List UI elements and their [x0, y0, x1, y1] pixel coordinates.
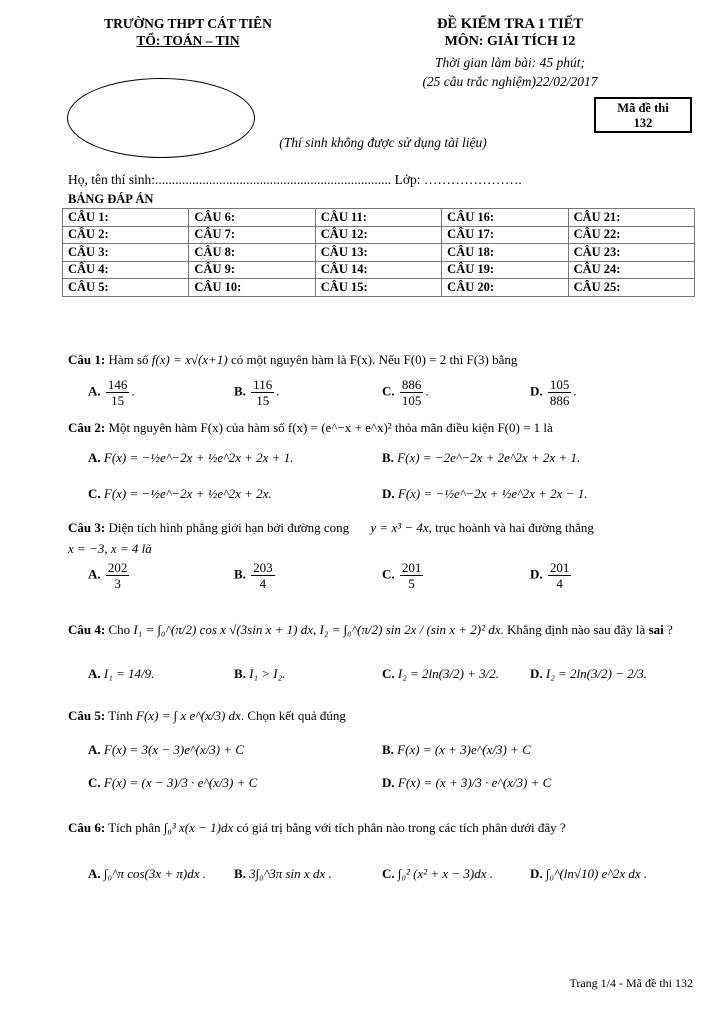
q6-option-a[interactable] — [88, 866, 206, 882]
q3-option-a[interactable] — [88, 560, 131, 591]
q4-option-d[interactable] — [530, 666, 647, 682]
question-5 — [68, 708, 346, 724]
answer-cell[interactable]: CÂU 25: — [568, 279, 694, 297]
option-tail: . — [425, 383, 429, 399]
q6-option-b[interactable] — [234, 866, 332, 882]
option-label: C. — [88, 486, 101, 501]
question-2 — [68, 420, 553, 436]
question-3-line2: x = −3, x = 4 là — [68, 541, 152, 556]
question-label: Câu 4: — [68, 622, 106, 637]
option-text: I₁ = 14/9. — [103, 666, 155, 681]
q3-option-d[interactable] — [530, 560, 573, 591]
question-text: Một nguyên hàm F(x) của hàm số f(x) = (e^−x + e^x)² thỏa mãn điều kiện F(0) = 1 là — [108, 420, 553, 435]
q2-option-a[interactable] — [88, 450, 293, 466]
option-label: A. — [88, 383, 101, 399]
option-label: B. — [234, 566, 246, 582]
option-label: B. — [234, 666, 246, 681]
option-label: C. — [382, 383, 395, 399]
answer-cell[interactable]: CÂU 5: — [63, 279, 189, 297]
option-tail: . — [131, 383, 135, 399]
q5-option-b[interactable] — [382, 742, 531, 758]
answer-cell[interactable]: CÂU 8: — [189, 244, 315, 262]
option-label: D. — [530, 383, 543, 399]
question-expr: y = x³ − 4x — [370, 520, 429, 535]
answer-row — [63, 279, 695, 297]
fraction-numerator: 201 — [401, 560, 422, 575]
question-label: Câu 1: — [68, 352, 106, 367]
option-fraction — [400, 377, 424, 408]
question-expr: F(x) = ∫ x e^(x/3) dx — [136, 708, 241, 723]
exam-title: ĐỀ KIỂM TRA 1 TIẾT — [436, 16, 584, 32]
option-fraction — [106, 377, 130, 408]
option-text: I₂ = 2ln(3/2) + 3/2. — [397, 666, 500, 681]
answer-sheet-title: BẢNG ĐÁP ÁN — [68, 192, 154, 206]
answer-cell[interactable]: CÂU 21: — [568, 209, 694, 227]
q2-option-b[interactable] — [382, 450, 580, 466]
answer-cell[interactable]: CÂU 3: — [63, 244, 189, 262]
q4-option-a[interactable] — [88, 666, 154, 682]
answer-row — [63, 209, 695, 227]
exam-meta: (25 câu trắc nghiệm)22/02/2017 — [422, 74, 598, 89]
question-text: Tính — [108, 708, 133, 723]
question-text: Tích phân — [108, 820, 161, 835]
school-name: TRƯỜNG THPT CÁT TIÊN — [104, 16, 272, 31]
option-label: D. — [530, 566, 543, 582]
q3-option-c[interactable] — [382, 560, 425, 591]
question-4: Câu 4: Cho I₁ = ∫₀^(π/2) cos x √(3sin x + 1) dx, I₂ = ∫₀^(π/2) sin 2x / (sin x + 2)² dx. Khẳng định nào sau đây là sai ? — [68, 622, 673, 637]
option-fraction — [251, 560, 275, 591]
answer-cell[interactable]: CÂU 20: — [442, 279, 568, 297]
question-expr: f(x) = x√(x+1) — [151, 352, 228, 367]
answer-table — [62, 208, 695, 297]
fraction-denominator: 15 — [111, 393, 125, 408]
answer-cell[interactable]: CÂU 9: — [189, 261, 315, 279]
option-label: B. — [382, 450, 394, 465]
score-oval — [67, 78, 255, 158]
question-label: Câu 6: — [68, 820, 106, 835]
answer-cell[interactable]: CÂU 16: — [442, 209, 568, 227]
option-label: A. — [88, 566, 101, 582]
option-label: A. — [88, 666, 101, 681]
q1-option-c[interactable] — [382, 377, 429, 408]
fraction-denominator: 105 — [401, 393, 422, 408]
question-text: có một nguyên hàm là F(x). Nếu F(0) = 2 thì F(3) bằng — [230, 352, 518, 367]
no-documents-note: (Thí sinh không được sử dụng tài liệu) — [279, 135, 487, 150]
option-label: A. — [88, 450, 101, 465]
question-emphasis: sai — [648, 622, 664, 637]
option-text: F(x) = (x + 3)e^(x/3) + C — [397, 742, 531, 757]
fraction-numerator: 105 — [549, 377, 570, 392]
answer-cell[interactable]: CÂU 2: — [63, 226, 189, 244]
fraction-denominator: 4 — [259, 576, 267, 591]
exam-time: Thời gian làm bài: 45 phút; — [434, 55, 586, 70]
question-text: . Chọn kết quả đúng — [240, 708, 346, 723]
q5-option-a[interactable] — [88, 742, 244, 758]
option-fraction — [106, 560, 130, 591]
option-text: F(x) = −½e^−2x + ½e^2x + 2x + 1. — [103, 450, 294, 465]
option-label: B. — [234, 866, 246, 881]
option-tail: . — [276, 383, 280, 399]
option-label: B. — [382, 742, 394, 757]
option-label: A. — [88, 866, 101, 881]
page-footer: Trang 1/4 - Mã đề thi 132 — [569, 976, 693, 990]
exam-code-box — [594, 97, 692, 133]
q2-option-c[interactable] — [88, 486, 272, 502]
answer-cell[interactable]: CÂU 18: — [442, 244, 568, 262]
fraction-numerator: 202 — [107, 560, 128, 575]
option-text: ∫₀^(ln√10) e^2x dx . — [545, 866, 648, 881]
fraction-denominator: 886 — [549, 393, 570, 408]
q5-option-c[interactable] — [88, 775, 257, 791]
answer-cell[interactable]: CÂU 11: — [315, 209, 441, 227]
option-label: D. — [530, 866, 543, 881]
answer-cell[interactable]: CÂU 6: — [189, 209, 315, 227]
fraction-numerator: 201 — [549, 560, 570, 575]
option-text: ∫₀^π cos(3x + π)dx . — [103, 866, 207, 881]
answer-cell[interactable]: CÂU 13: — [315, 244, 441, 262]
fraction-numerator: 146 — [107, 377, 128, 392]
question-text: . Khẳng định nào sau đây là — [500, 622, 646, 637]
exam-code-value: 132 — [633, 116, 653, 130]
fraction-denominator: 3 — [114, 576, 121, 591]
exam-subject: MÔN: GIẢI TÍCH 12 — [444, 34, 576, 49]
option-text: F(x) = −½e^−2x + ½e^2x + 2x − 1. — [397, 486, 588, 501]
q4-option-c[interactable] — [382, 666, 499, 682]
question-label: Câu 5: — [68, 708, 106, 723]
question-text: , trục hoành và hai đường thẳng — [428, 520, 594, 535]
option-fraction — [251, 377, 274, 408]
option-label: A. — [88, 742, 101, 757]
question-label: Câu 2: — [68, 420, 106, 435]
option-label: D. — [382, 775, 395, 790]
fraction-denominator: 4 — [556, 576, 563, 591]
answer-cell[interactable]: CÂU 12: — [315, 226, 441, 244]
option-tail: . — [573, 383, 577, 399]
question-expr: ∫₀³ x(x − 1)dx — [163, 820, 234, 835]
answer-cell[interactable]: CÂU 4: — [63, 261, 189, 279]
question-text: Hàm số — [108, 352, 149, 367]
q3-option-b[interactable] — [234, 560, 277, 591]
fraction-denominator: 15 — [256, 393, 270, 408]
option-text: F(x) = −2e^−2x + 2e^2x + 2x + 1. — [397, 450, 581, 465]
option-fraction — [548, 560, 572, 591]
option-label: C. — [88, 775, 101, 790]
q4-option-b[interactable] — [234, 666, 285, 682]
question-text: Diện tích hình phẳng giới hạn bởi đường cong — [108, 520, 350, 535]
option-text: F(x) = −½e^−2x + ½e^2x + 2x. — [103, 486, 272, 501]
option-text: 3∫₀^3π sin x dx . — [249, 866, 332, 881]
fraction-numerator: 203 — [253, 560, 273, 575]
option-label: C. — [382, 566, 395, 582]
answer-cell[interactable]: CÂU 14: — [315, 261, 441, 279]
option-text: ∫₀² (x² + x − 3)dx . — [397, 866, 494, 881]
question-3 — [68, 520, 594, 536]
option-text: F(x) = 3(x − 3)e^(x/3) + C — [103, 742, 244, 757]
q1-option-b[interactable] — [234, 377, 279, 408]
answer-cell[interactable]: CÂU 7: — [189, 226, 315, 244]
exam-code-label: Mã đề thi — [617, 101, 669, 115]
answer-cell[interactable]: CÂU 17: — [442, 226, 568, 244]
q2-option-d[interactable] — [382, 486, 587, 502]
department-name: TỔ: TOÁN – TIN — [136, 33, 240, 48]
option-label: B. — [234, 383, 246, 399]
answer-cell[interactable]: CÂU 10: — [189, 279, 315, 297]
answer-row — [63, 261, 695, 279]
question-text: có giá trị bằng với tích phân nào trong các tích phân dưới đây ? — [236, 820, 566, 835]
answer-cell[interactable]: CÂU 19: — [442, 261, 568, 279]
integral-i1: I₁ = ∫₀^(π/2) cos x √(3sin x + 1) dx — [133, 622, 313, 637]
option-label: C. — [382, 866, 395, 881]
integral-i2: I₂ = ∫₀^(π/2) sin 2x / (sin x + 2)² dx — [319, 622, 501, 637]
fraction-numerator: 116 — [253, 377, 273, 392]
q6-option-c[interactable] — [382, 866, 493, 882]
student-info-line: Họ, tên thí sinh:...................................................................... Lớp: …………………. — [68, 172, 522, 187]
question-label: Câu 3: — [68, 520, 106, 535]
answer-row — [63, 244, 695, 262]
q1-option-d[interactable] — [530, 377, 577, 408]
answer-cell[interactable]: CÂU 15: — [315, 279, 441, 297]
q5-option-d[interactable] — [382, 775, 551, 791]
option-text: I₁ > I₂. — [249, 666, 286, 681]
question-6 — [68, 820, 566, 836]
answer-cell[interactable]: CÂU 24: — [568, 261, 694, 279]
fraction-numerator: 886 — [401, 377, 422, 392]
option-fraction — [400, 560, 424, 591]
q1-option-a[interactable] — [88, 377, 135, 408]
fraction-denominator: 5 — [408, 576, 415, 591]
q6-option-d[interactable] — [530, 866, 647, 882]
option-text: F(x) = (x − 3)/3 · e^(x/3) + C — [103, 775, 258, 790]
answer-row — [63, 226, 695, 244]
option-label: C. — [382, 666, 395, 681]
option-text: I₂ = 2ln(3/2) − 2/3. — [545, 666, 648, 681]
option-label: D. — [530, 666, 543, 681]
option-fraction — [548, 377, 572, 408]
option-text: F(x) = (x + 3)/3 · e^(x/3) + C — [397, 775, 552, 790]
question-text: ? — [667, 622, 673, 637]
answer-cell[interactable]: CÂU 1: — [63, 209, 189, 227]
option-label: D. — [382, 486, 395, 501]
question-1 — [68, 352, 517, 368]
answer-cell[interactable]: CÂU 23: — [568, 244, 694, 262]
question-text: Cho — [108, 622, 131, 637]
answer-cell[interactable]: CÂU 22: — [568, 226, 694, 244]
